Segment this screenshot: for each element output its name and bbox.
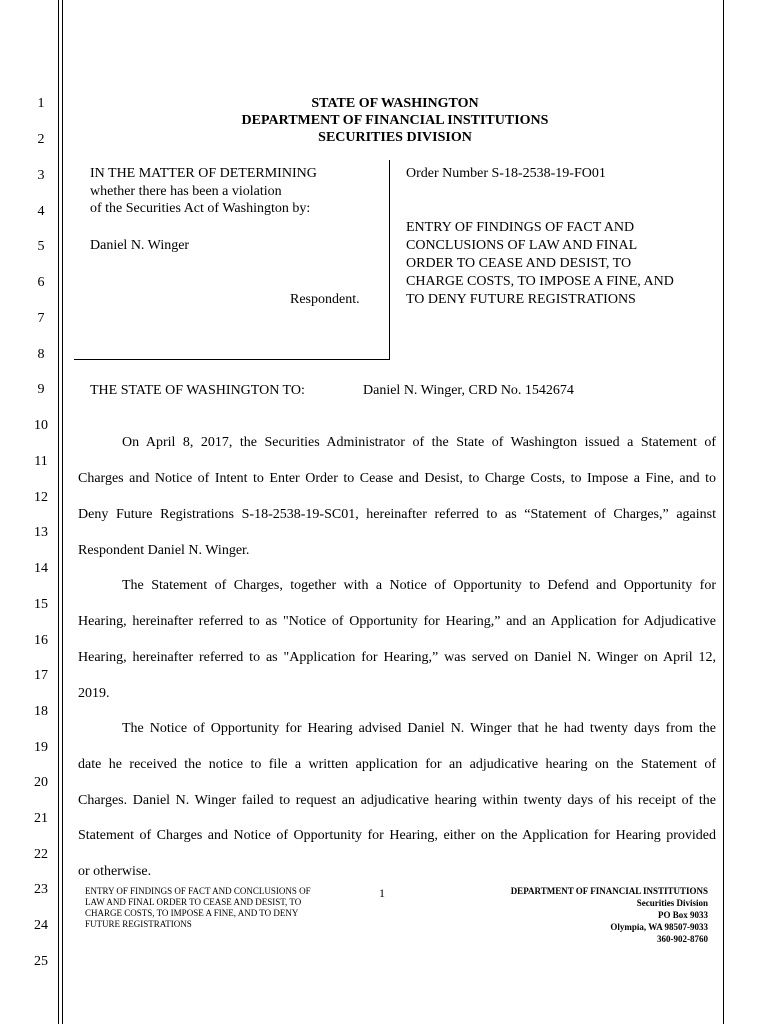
paragraph-line: Charges and Notice of Intent to Enter Order to Cease and Desist, to Charge Costs, to Impose a Fine, and to bbox=[78, 471, 716, 486]
paragraph-line: Hearing, hereinafter referred to as "Application for Hearing,” was served on Daniel N. Winger on April 12, bbox=[78, 650, 716, 665]
heading-state: STATE OF WASHINGTON bbox=[311, 96, 479, 111]
line-number: 3 bbox=[37, 168, 45, 183]
paragraph-line: or otherwise. bbox=[78, 864, 152, 879]
salutation-name: Daniel N. Winger, CRD No. 1542674 bbox=[363, 383, 574, 398]
footer-division: Securities Division bbox=[636, 898, 708, 908]
footer-title-2: LAW AND FINAL ORDER TO CEASE AND DESIST, TO bbox=[85, 897, 302, 907]
paragraph-line: Statement of Charges and Notice of Opportunity for Hearing, either on the Application for Hearing provided bbox=[78, 828, 716, 843]
paragraph-line: 2019. bbox=[78, 686, 110, 701]
paragraph-line: date he received the notice to file a written application for an adjudicative hearing on the Statement of bbox=[78, 757, 716, 772]
line-number: 4 bbox=[37, 204, 45, 219]
line-number: 10 bbox=[34, 418, 48, 433]
order-title-5: TO DENY FUTURE REGISTRATIONS bbox=[406, 292, 636, 307]
left-margin-rule-inner bbox=[62, 0, 63, 1024]
line-number: 8 bbox=[37, 347, 45, 362]
footer-department: DEPARTMENT OF FINANCIAL INSTITUTIONS bbox=[510, 886, 708, 896]
respondent-label: Respondent. bbox=[290, 292, 360, 307]
paragraph-line: The Statement of Charges, together with a Notice of Opportunity to Defend and Opportunity for bbox=[122, 578, 716, 593]
footer-title-3: CHARGE COSTS, TO IMPOSE A FINE, AND TO DENY bbox=[85, 908, 299, 918]
line-number: 1 bbox=[37, 96, 45, 111]
footer-phone: 360-902-8760 bbox=[657, 934, 708, 944]
line-number: 16 bbox=[34, 633, 48, 648]
footer-po-box: PO Box 9033 bbox=[657, 910, 708, 920]
line-number: 19 bbox=[34, 740, 48, 755]
line-number: 25 bbox=[34, 954, 48, 969]
line-number: 23 bbox=[34, 882, 48, 897]
line-number: 24 bbox=[34, 918, 48, 933]
caption-divider bbox=[389, 160, 390, 360]
line-number: 18 bbox=[34, 704, 48, 719]
line-number: 17 bbox=[34, 668, 48, 683]
order-title-3: ORDER TO CEASE AND DESIST, TO bbox=[406, 256, 632, 271]
line-number: 12 bbox=[34, 490, 48, 505]
heading-division: SECURITIES DIVISION bbox=[318, 130, 472, 145]
line-number: 13 bbox=[34, 525, 48, 540]
line-number: 22 bbox=[34, 847, 48, 862]
line-number: 15 bbox=[34, 597, 48, 612]
matter-line-3: of the Securities Act of Washington by: bbox=[90, 201, 311, 216]
paragraph-line: Charges. Daniel N. Winger failed to request an adjudicative hearing within twenty days of his receipt of the bbox=[78, 793, 716, 808]
line-number: 14 bbox=[34, 561, 48, 576]
order-number: Order Number S-18-2538-19-FO01 bbox=[406, 166, 606, 181]
line-number: 5 bbox=[37, 239, 45, 254]
line-number: 2 bbox=[37, 132, 45, 147]
paragraph-line: Respondent Daniel N. Winger. bbox=[78, 543, 250, 558]
line-number: 6 bbox=[37, 275, 45, 290]
respondent-name: Daniel N. Winger bbox=[90, 238, 190, 253]
paragraph-line: On April 8, 2017, the Securities Administrator of the State of Washington issued a Statement of bbox=[122, 435, 716, 450]
matter-line-1: IN THE MATTER OF DETERMINING bbox=[90, 166, 317, 181]
right-margin-rule bbox=[723, 0, 724, 1024]
line-number: 21 bbox=[34, 811, 48, 826]
line-number: 20 bbox=[34, 775, 48, 790]
order-title-2: CONCLUSIONS OF LAW AND FINAL bbox=[406, 238, 638, 253]
caption-bottom-rule bbox=[74, 359, 390, 360]
paragraph-line: The Notice of Opportunity for Hearing advised Daniel N. Winger that he had twenty days from the bbox=[122, 721, 716, 736]
line-number: 7 bbox=[37, 311, 45, 326]
left-margin-rule bbox=[58, 0, 59, 1024]
page-number: 1 bbox=[379, 886, 385, 900]
salutation-to: THE STATE OF WASHINGTON TO: bbox=[90, 383, 305, 398]
line-number: 9 bbox=[37, 382, 45, 397]
footer-title-1: ENTRY OF FINDINGS OF FACT AND CONCLUSIONS OF bbox=[85, 886, 311, 896]
order-title-1: ENTRY OF FINDINGS OF FACT AND bbox=[406, 220, 635, 235]
heading-department: DEPARTMENT OF FINANCIAL INSTITUTIONS bbox=[241, 113, 549, 128]
paragraph-line: Hearing, hereinafter referred to as "Notice of Opportunity for Hearing,” and an Application for Adjudicative bbox=[78, 614, 716, 629]
footer-title-4: FUTURE REGISTRATIONS bbox=[85, 919, 192, 929]
footer-city: Olympia, WA 98507-9033 bbox=[610, 922, 708, 932]
paragraph-line: Deny Future Registrations S-18-2538-19-SC01, hereinafter referred to as “Statement of Charges,” against bbox=[78, 507, 716, 522]
order-title-4: CHARGE COSTS, TO IMPOSE A FINE, AND bbox=[406, 274, 674, 289]
matter-line-2: whether there has been a violation bbox=[90, 184, 282, 199]
line-number: 11 bbox=[34, 454, 48, 469]
